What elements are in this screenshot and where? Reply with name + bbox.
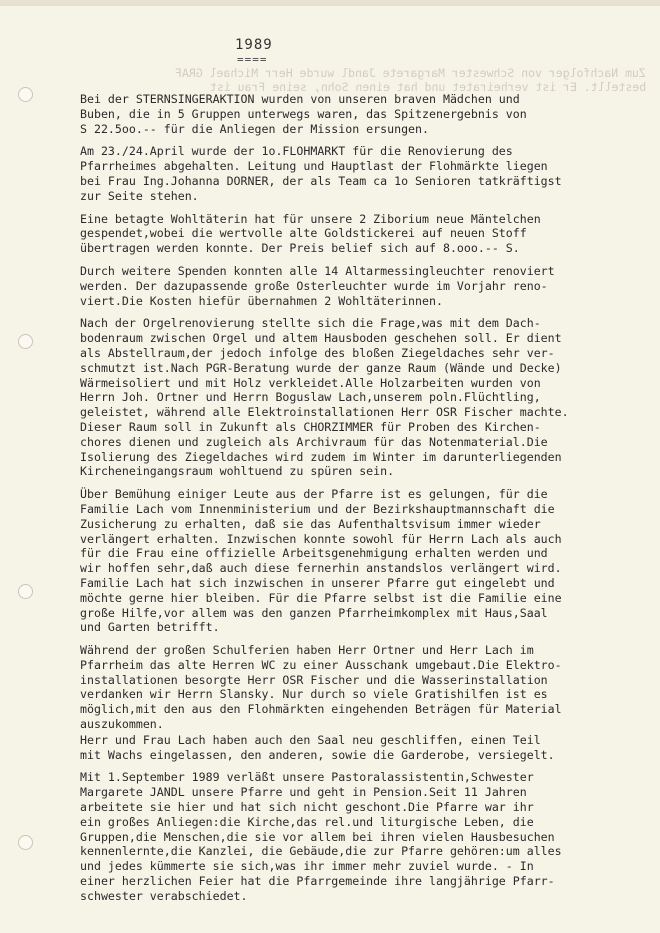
text-line: große Hilfe,vor allem was den ganzen Pfarrheimkomplex mit Haus,Saal [80, 605, 548, 620]
bleed-through-text: Zum Nachfolger von Schwester Margarete Jandl wurde Herr Michael GRAF [175, 66, 646, 80]
text-line: zur Seite stehen. [80, 188, 199, 203]
punch-hole [18, 334, 33, 349]
text-line: bodenraum zwischen Orgel und altem Hausboden geschehen soll. Er dient [80, 331, 562, 346]
text-line: bei Frau Ing.Johanna DORNER, der als Team ca 1o Senioren tatkräftigst [80, 173, 562, 188]
text-line: Über Bemühung einiger Leute aus der Pfarre ist es gelungen, für die [80, 487, 548, 502]
text-line: Herrn Joh. Ortner und Herrn Boguslaw Lach,unserem poln.Flüchtling, [80, 390, 541, 405]
text-line: Eine betagte Wohltäterin hat für unsere 2 Ziborium neue Mäntelchen [80, 211, 541, 226]
text-line: kennenlernte,die Kanzlei, die Gebäude,die zur Pfarre gehören:um alles [80, 844, 562, 859]
text-line: möchte gerne hier bleiben. Für die Pfarre selbst ist die Familie eine [80, 590, 562, 605]
page-top-edge [0, 0, 660, 6]
punch-hole [18, 584, 33, 599]
paragraph [80, 770, 640, 903]
text-line: schwester verabschiedet. [80, 888, 248, 903]
paragraph [80, 264, 640, 308]
text-line: mit Wachs eingelassen, den anderen, sowie die Garderobe, versiegelt. [80, 747, 555, 762]
text-line: einer herzlichen Feier hat die Pfarrgemeinde ihre langjährige Pfarr- [80, 874, 555, 889]
paragraph [80, 643, 640, 732]
text-line: gespendet,wobei die wertvolle alte Goldstickerei auf neuen Stoff [80, 226, 527, 241]
text-line: installationen besorgte Herr OSR Fischer und die Wasserinstallation [80, 672, 548, 687]
paragraph [80, 733, 640, 763]
text-line: Am 23./24.April wurde der 1o.FLOHMARKT für die Renovierung des [80, 144, 513, 159]
text-line: Margarete JANDL unsere Pfarre und geht in Pension.Seit 11 Jahren [80, 785, 527, 800]
year-underline: ==== [237, 53, 268, 66]
text-line: möglich,mit den aus den Flohmärkten eingehenden Beträgen für Material [80, 702, 562, 717]
text-line: ein großes Anliegen:die Kirche,das rel.und liturgische Leben, die [80, 814, 534, 829]
text-line: Familie Lach vom Innenministerium und der Bezirkshauptmannschaft die [80, 501, 555, 516]
paragraph [80, 92, 640, 136]
text-line: Zusicherung zu erhalten, daß sie das Aufenthaltsvisum immer wieder [80, 516, 541, 531]
text-line: Familie Lach hat sich inzwischen in unserer Pfarre gut eingelebt und [80, 575, 555, 590]
paragraph [80, 144, 640, 203]
text-line: verdanken wir Herrn Slansky. Nur durch so viele Gratishilfen ist es [80, 687, 548, 702]
text-line: Während der großen Schulferien haben Herr Ortner und Herr Lach im [80, 643, 534, 658]
paragraph [80, 487, 640, 635]
text-line: geleistet, während alle Elektroinstallationen Herr OSR Fischer machte. [80, 405, 569, 420]
text-line: schmutzt ist.Nach PGR-Beratung wurde der ganze Raum (Wände und Decke) [80, 360, 562, 375]
text-line: Isolierung des Ziegeldaches wird zudem im Winter im darunterliegenden [80, 449, 562, 464]
text-line: Buben, die in 5 Gruppen unterwegs waren, das Spitzenergebnis von [80, 106, 527, 121]
text-line: Dieser Raum soll in Zukunft als CHORZIMMER für Proben des Kirchen- [80, 419, 541, 434]
text-line: Mit 1.September 1989 verläßt unsere Pastoralassistentin,Schwester [80, 770, 534, 785]
text-line: arbeitete sie hier und hat sich nicht geschont.Die Pfarre war ihr [80, 800, 534, 815]
text-line: und jedes kümmerte sie sich,was ihr immer mehr zuviel wurde. - In [80, 859, 534, 874]
text-line: verlängert erhalten. Inzwischen konnte sowohl für Herrn Lach als auch [80, 531, 562, 546]
text-line: S 22.5oo.-- für die Anliegen der Mission ersungen. [80, 121, 430, 136]
punch-hole [18, 87, 33, 102]
text-line: viert.Die Kosten hiefür übernahmen 2 Wohltäterinnen. [80, 293, 443, 308]
document-body [80, 92, 640, 912]
page-year-heading: 1989 [235, 37, 273, 53]
bleed-through-text: bestellt. Er ist verheiratet und hat einen Sohn, seine Frau ist [209, 80, 646, 94]
text-line: werden. Der dazupassende große Osterleuchter wurde im Vorjahr reno- [80, 278, 548, 293]
text-line: und Garten betrifft. [80, 620, 220, 635]
text-line: Kircheneingangsraum wohltuend zu spüren sein. [80, 464, 395, 479]
text-line: auszukommen. [80, 717, 164, 732]
text-line: wir hoffen sehr,daß auch diese fernerhin anstandslos verlängert wird. [80, 561, 562, 576]
paragraph [80, 316, 640, 479]
text-line: Pfarrheim das alte Herren WC zu einer Ausschank umgebaut.Die Elektro- [80, 657, 562, 672]
text-line: Gruppen,die Menschen,die sie vor allem bei ihren vielen Hausbesuchen [80, 829, 555, 844]
text-line: Pfarrheimes abgehalten. Leitung und Hauptlast der Flohmärkte liegen [80, 159, 548, 174]
text-line: übertragen werden konnte. Der Preis belief sich auf 8.ooo.-- S. [80, 241, 520, 256]
text-line: Nach der Orgelrenovierung stellte sich die Frage,was mit dem Dach- [80, 316, 541, 331]
text-line: Bei der STERNSINGERAKTION wurden von unseren braven Mädchen und [80, 92, 520, 106]
punch-hole [18, 835, 33, 850]
text-line: als Abstellraum,der jedoch infolge des bloßen Ziegeldaches sehr ver- [80, 345, 555, 360]
text-line: Wärmeisoliert und mit Holz verkleidet.Alle Holzarbeiten wurden von [80, 375, 541, 390]
text-line: Herr und Frau Lach haben auch den Saal neu geschliffen, einen Teil [80, 732, 541, 747]
paragraph [80, 212, 640, 256]
text-line: chores dienen und zugleich als Archivraum für das Notenmaterial.Die [80, 434, 548, 449]
text-line: Durch weitere Spenden konnten alle 14 Altarmessingleuchter renoviert [80, 263, 555, 278]
text-line: für die Frau eine offizielle Arbeitsgenehmigung erhalten werden und [80, 546, 548, 561]
